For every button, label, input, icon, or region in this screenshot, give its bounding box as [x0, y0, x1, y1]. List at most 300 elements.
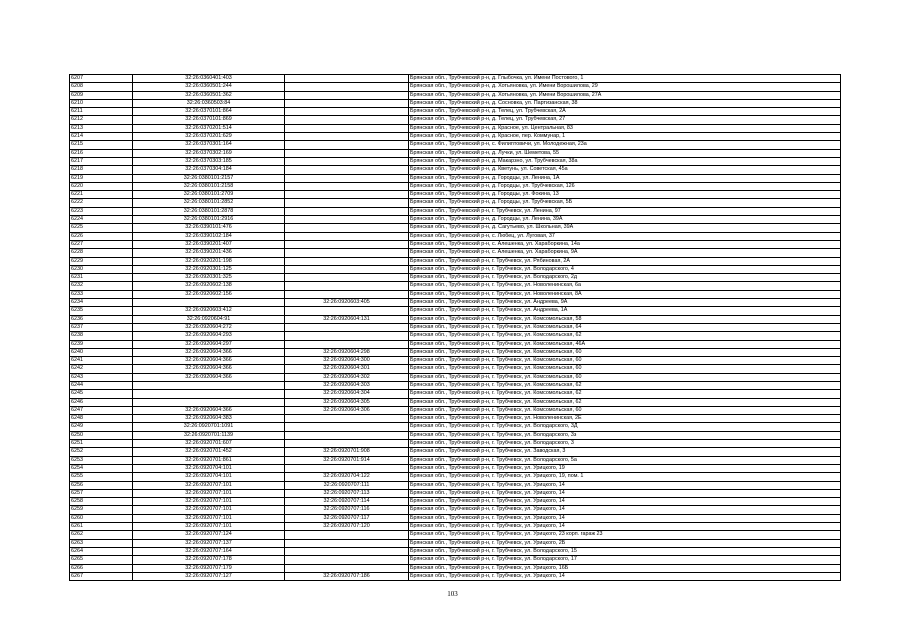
- sub-cadastral-number-cell: [285, 224, 409, 232]
- sub-cadastral-number-cell: [285, 116, 409, 124]
- row-number-cell: 6250: [70, 431, 133, 439]
- sub-cadastral-number-cell: [285, 199, 409, 207]
- register-table: [69, 74, 841, 581]
- row-number-cell: 6253: [70, 456, 133, 464]
- row-number-cell: 6222: [70, 199, 133, 207]
- address-cell: Брянская обл., Трубчевский р-н, г. Трубчевск, ул. Володарского, 3Д: [409, 423, 841, 431]
- cadastral-number-cell: 32:26:0920201:198: [133, 257, 285, 265]
- row-number-cell: 6207: [70, 75, 133, 83]
- row-number-cell: 6212: [70, 116, 133, 124]
- row-number-cell: 6232: [70, 282, 133, 290]
- row-number-cell: 6257: [70, 489, 133, 497]
- cadastral-number-cell: 32:26:0920604:293: [133, 332, 285, 340]
- row-number-cell: 6224: [70, 216, 133, 224]
- cadastral-number-cell: 32:26:0360503:84: [133, 99, 285, 107]
- sub-cadastral-number-cell: [285, 133, 409, 141]
- address-cell: Брянская обл., Трубчевский р-н, г. Трубчевск, ул. Володарского, 4: [409, 265, 841, 273]
- table-row: [70, 531, 841, 539]
- table-row: [70, 381, 841, 389]
- sub-cadastral-number-cell: [285, 556, 409, 564]
- row-number-cell: 6247: [70, 406, 133, 414]
- sub-cadastral-number-cell: 32:26:0920604:303: [285, 381, 409, 389]
- row-number-cell: 6228: [70, 249, 133, 257]
- row-number-cell: 6233: [70, 290, 133, 298]
- cadastral-number-cell: [133, 299, 285, 307]
- table-row: [70, 523, 841, 531]
- cadastral-number-cell: 32:26:0920707:179: [133, 564, 285, 572]
- table-row: [70, 415, 841, 423]
- address-cell: Брянская обл., Трубчевский р-н, г. Трубчевск, ул. Володарского, 5а: [409, 456, 841, 464]
- address-cell: Брянская обл., Трубчевский р-н, г. Трубчевск, ул. Комсомольская, 60: [409, 365, 841, 373]
- address-cell: Брянская обл., Трубчевский р-н, г. Трубчевск, ул. Урицкого, 14: [409, 481, 841, 489]
- row-number-cell: 6216: [70, 149, 133, 157]
- cadastral-number-cell: 32:26:0390201:436: [133, 249, 285, 257]
- cadastral-number-cell: 32:26:0920604:366: [133, 373, 285, 381]
- sub-cadastral-number-cell: 32:26:0920707:120: [285, 523, 409, 531]
- table-row: [70, 340, 841, 348]
- table-row: [70, 498, 841, 506]
- sub-cadastral-number-cell: 32:26:0920707:113: [285, 489, 409, 497]
- address-cell: Брянская обл., Трубчевский р-н, г. Трубчевск, ул. Володарского, 17: [409, 556, 841, 564]
- address-cell: Брянская обл., Трубчевский р-н, с. Алешенка, ул. Харабоpкина, 14а: [409, 240, 841, 248]
- table-row: [70, 440, 841, 448]
- row-number-cell: 6255: [70, 473, 133, 481]
- address-cell: Брянская обл., Трубчевский р-н, г. Трубчевск, ул. Ленина, 97: [409, 207, 841, 215]
- table-row: [70, 390, 841, 398]
- table-row: [70, 572, 841, 580]
- cadastral-number-cell: 32:26:0370301:164: [133, 141, 285, 149]
- cadastral-number-cell: 32:26:0370101:864: [133, 108, 285, 116]
- address-cell: Брянская обл., Трубчевский р-н, д. Кветунь, ул. Советская, 45а: [409, 166, 841, 174]
- row-number-cell: 6215: [70, 141, 133, 149]
- address-cell: Брянская обл., Трубчевский р-н, г. Трубчевск, ул. Урицкого, 14: [409, 498, 841, 506]
- table-row: [70, 282, 841, 290]
- sub-cadastral-number-cell: [285, 99, 409, 107]
- address-cell: Брянская обл., Трубчевский р-н, г. Трубчевск, ул. Рябиновая, 2А: [409, 257, 841, 265]
- sub-cadastral-number-cell: 32:26:0920604:302: [285, 373, 409, 381]
- cadastral-number-cell: 32:26:0920701:861: [133, 456, 285, 464]
- row-number-cell: 6226: [70, 232, 133, 240]
- cadastral-number-cell: 32:26:0370303:185: [133, 157, 285, 165]
- sub-cadastral-number-cell: [285, 423, 409, 431]
- address-cell: Брянская обл., Трубчевский р-н, с. Алешенка, ул. Харабоpкина, 9А: [409, 249, 841, 257]
- sub-cadastral-number-cell: [285, 216, 409, 224]
- address-cell: Брянская обл., Трубчевский р-н, г. Трубчевск, ул. Заводская, 3: [409, 448, 841, 456]
- table-row: [70, 274, 841, 282]
- table-row: [70, 464, 841, 472]
- cadastral-number-cell: 32:26:0390102:184: [133, 232, 285, 240]
- row-number-cell: 6252: [70, 448, 133, 456]
- sub-cadastral-number-cell: [285, 141, 409, 149]
- address-cell: Брянская обл., Трубчевский р-н, г. Трубчевск, ул. Урицкого, 14: [409, 506, 841, 514]
- row-number-cell: 6230: [70, 265, 133, 273]
- cadastral-number-cell: 32:26:0920704:101: [133, 473, 285, 481]
- row-number-cell: 6248: [70, 415, 133, 423]
- address-cell: Брянская обл., Трубчевский р-н, г. Трубчевск, ул. Володарского, 2д: [409, 274, 841, 282]
- sub-cadastral-number-cell: [285, 464, 409, 472]
- address-cell: Брянская обл., Трубчевский р-н, д. Городцы, ул. Трубчевская, 126: [409, 182, 841, 190]
- cadastral-number-cell: 32:26:0380101:2916: [133, 216, 285, 224]
- table-row: [70, 174, 841, 182]
- row-number-cell: 6241: [70, 357, 133, 365]
- table-row: [70, 75, 841, 83]
- sub-cadastral-number-cell: 32:26:0920604:131: [285, 315, 409, 323]
- row-number-cell: 6219: [70, 174, 133, 182]
- table-row: [70, 191, 841, 199]
- cadastral-number-cell: 32:26:0920707:101: [133, 498, 285, 506]
- address-cell: Брянская обл., Трубчевский р-н, г. Трубчевск, ул. Комсомольская, 60: [409, 373, 841, 381]
- address-cell: Брянская обл., Трубчевский р-н, г. Трубчевск, ул. Володарского, 3з: [409, 431, 841, 439]
- row-number-cell: 6229: [70, 257, 133, 265]
- table-row: [70, 373, 841, 381]
- address-cell: Брянская обл., Трубчевский р-н, г. Трубчевск, ул. Комсомольская, 58: [409, 315, 841, 323]
- cadastral-number-cell: 32:26:0370101:869: [133, 116, 285, 124]
- address-cell: Брянская обл., Трубчевский р-н, г. Трубчевск, ул. Комсомольская, 62: [409, 398, 841, 406]
- address-cell: Брянская обл., Трубчевский р-н, г. Трубчевск, ул. Урицкого, 14: [409, 523, 841, 531]
- row-number-cell: 6218: [70, 166, 133, 174]
- row-number-cell: 6254: [70, 464, 133, 472]
- row-number-cell: 6240: [70, 348, 133, 356]
- address-cell: Брянская обл., Трубчевский р-н, г. Трубчевск, ул. Комсомольская, 62: [409, 332, 841, 340]
- cadastral-number-cell: 32:26:0920701:452: [133, 448, 285, 456]
- table-row: [70, 157, 841, 165]
- table-row: [70, 406, 841, 414]
- sub-cadastral-number-cell: [285, 564, 409, 572]
- address-cell: Брянская обл., Трубчевский р-н, г. Трубчевск, ул. Урицкого, 14: [409, 514, 841, 522]
- row-number-cell: 6220: [70, 182, 133, 190]
- sub-cadastral-number-cell: [285, 440, 409, 448]
- table-row: [70, 232, 841, 240]
- cadastral-number-cell: 32:26:0370302:169: [133, 149, 285, 157]
- sub-cadastral-number-cell: [285, 431, 409, 439]
- table-row: [70, 473, 841, 481]
- cadastral-number-cell: 32:26:0920707:101: [133, 523, 285, 531]
- table-row: [70, 83, 841, 91]
- row-number-cell: 6237: [70, 323, 133, 331]
- cadastral-number-cell: 32:26:0370201:629: [133, 133, 285, 141]
- address-cell: Брянская обл., Трубчевский р-н, г. Трубчевск, ул. Володарского, 3: [409, 440, 841, 448]
- address-cell: Брянская обл., Трубчевский р-н, г. Трубчевск, ул. Комсомольская, 60: [409, 357, 841, 365]
- cadastral-number-cell: 32:26:0920604:383: [133, 415, 285, 423]
- cadastral-number-cell: 32:26:0920604:297: [133, 340, 285, 348]
- row-number-cell: 6245: [70, 390, 133, 398]
- sub-cadastral-number-cell: [285, 307, 409, 315]
- row-number-cell: 6261: [70, 523, 133, 531]
- table-row: [70, 357, 841, 365]
- sub-cadastral-number-cell: 32:26:0920707:117: [285, 514, 409, 522]
- address-cell: Брянская обл., Трубчевский р-н, г. Трубчевск, ул. Новоленинская, 2Е: [409, 415, 841, 423]
- sub-cadastral-number-cell: [285, 323, 409, 331]
- table-row: [70, 240, 841, 248]
- address-cell: Брянская обл., Трубчевский р-н, д. Хотьяновка, ул. Имени Ворошилова, 27А: [409, 91, 841, 99]
- row-number-cell: 6258: [70, 498, 133, 506]
- register-table-body: [70, 75, 841, 581]
- table-row: [70, 257, 841, 265]
- cadastral-number-cell: 32:26:0390201:407: [133, 240, 285, 248]
- table-row: [70, 431, 841, 439]
- address-cell: Брянская обл., Трубчевский р-н, г. Трубчевск, ул. Комсомольская, 64: [409, 323, 841, 331]
- sub-cadastral-number-cell: 32:26:0920603:405: [285, 299, 409, 307]
- sub-cadastral-number-cell: 32:26:0920707:116: [285, 506, 409, 514]
- table-row: [70, 166, 841, 174]
- row-number-cell: 6238: [70, 332, 133, 340]
- cadastral-number-cell: 32:26:0380101:2709: [133, 191, 285, 199]
- row-number-cell: 6227: [70, 240, 133, 248]
- sub-cadastral-number-cell: [285, 531, 409, 539]
- cadastral-number-cell: 32:26:0920701:607: [133, 440, 285, 448]
- row-number-cell: 6214: [70, 133, 133, 141]
- row-number-cell: 6209: [70, 91, 133, 99]
- address-cell: Брянская обл., Трубчевский р-н, д. Городцы, ул. Ленина, 39А: [409, 216, 841, 224]
- row-number-cell: 6242: [70, 365, 133, 373]
- address-cell: Брянская обл., Трубчевский р-н, д. Хотьяновка, ул. Имени Ворошилова, 29: [409, 83, 841, 91]
- sub-cadastral-number-cell: [285, 91, 409, 99]
- cadastral-number-cell: 32:26:0920603:412: [133, 307, 285, 315]
- table-row: [70, 224, 841, 232]
- cadastral-number-cell: 32:26:0920604:366: [133, 348, 285, 356]
- address-cell: Брянская обл., Трубчевский р-н, с. Филиптовичи, ул. Молодежная, 23а: [409, 141, 841, 149]
- address-cell: Брянская обл., Трубчевский р-н, д. Городцы, ул. Фокина, 13: [409, 191, 841, 199]
- table-row: [70, 514, 841, 522]
- table-row: [70, 249, 841, 257]
- row-number-cell: 6251: [70, 440, 133, 448]
- table-row: [70, 365, 841, 373]
- sub-cadastral-number-cell: [285, 332, 409, 340]
- cadastral-number-cell: 32:26:0360401:403: [133, 75, 285, 83]
- cadastral-number-cell: [133, 381, 285, 389]
- cadastral-number-cell: 32:26:0390101:476: [133, 224, 285, 232]
- address-cell: Брянская обл., Трубчевский р-н, г. Трубчевск, ул. Урицкого, 19: [409, 464, 841, 472]
- row-number-cell: 6267: [70, 572, 133, 580]
- table-row: [70, 506, 841, 514]
- table-row: [70, 207, 841, 215]
- table-row: [70, 124, 841, 132]
- cadastral-number-cell: 32:26:0920604:91: [133, 315, 285, 323]
- address-cell: Брянская обл., Трубчевский р-н, г. Трубчевск, ул. Андреева, 9А: [409, 299, 841, 307]
- sub-cadastral-number-cell: [285, 83, 409, 91]
- cadastral-number-cell: 32:26:0920707:164: [133, 547, 285, 555]
- table-row: [70, 182, 841, 190]
- cadastral-number-cell: 32:26:0920301:325: [133, 274, 285, 282]
- address-cell: Брянская обл., Трубчевский р-н, д. Сосновка, ул. Партизанская, 38: [409, 99, 841, 107]
- address-cell: Брянская обл., Трубчевский р-н, д. Телец, ул. Трубчевская, 2А: [409, 108, 841, 116]
- cadastral-number-cell: 32:26:0360501:362: [133, 91, 285, 99]
- table-row: [70, 564, 841, 572]
- table-row: [70, 133, 841, 141]
- table-row: [70, 539, 841, 547]
- table-row: [70, 547, 841, 555]
- cadastral-number-cell: 32:26:0920707:101: [133, 489, 285, 497]
- address-cell: Брянская обл., Трубчевский р-н, г. Трубчевск, ул. Комсомольская, 46А: [409, 340, 841, 348]
- address-cell: Брянская обл., Трубчевский р-н, г. Трубчевск, ул. Урицкого, 19, пом. 1: [409, 473, 841, 481]
- row-number-cell: 6239: [70, 340, 133, 348]
- table-row: [70, 99, 841, 107]
- row-number-cell: 6262: [70, 531, 133, 539]
- table-row: [70, 265, 841, 273]
- sub-cadastral-number-cell: [285, 539, 409, 547]
- row-number-cell: 6217: [70, 157, 133, 165]
- row-number-cell: 6225: [70, 224, 133, 232]
- address-cell: Брянская обл., Трубчевский р-н, г. Трубчевск, ул. Урицкого, 16Б: [409, 564, 841, 572]
- row-number-cell: 6223: [70, 207, 133, 215]
- table-row: [70, 332, 841, 340]
- cadastral-number-cell: 32:26:0920707:137: [133, 539, 285, 547]
- sub-cadastral-number-cell: 32:26:0920707:114: [285, 498, 409, 506]
- table-row: [70, 323, 841, 331]
- cadastral-number-cell: 32:26:0380101:2878: [133, 207, 285, 215]
- sub-cadastral-number-cell: 32:26:0920604:304: [285, 390, 409, 398]
- row-number-cell: 6263: [70, 539, 133, 547]
- address-cell: Брянская обл., Трубчевский р-н, г. Трубчевск, ул. Комсомольская, 62: [409, 381, 841, 389]
- table-row: [70, 149, 841, 157]
- table-row: [70, 448, 841, 456]
- cadastral-number-cell: 32:26:0920602:156: [133, 290, 285, 298]
- table-row: [70, 556, 841, 564]
- table-row: [70, 91, 841, 99]
- cadastral-number-cell: 32:26:0920707:101: [133, 506, 285, 514]
- page-number: 103: [447, 590, 458, 598]
- address-cell: Брянская обл., Трубчевский р-н, г. Трубчевск, ул. Андреева, 1А: [409, 307, 841, 315]
- cadastral-number-cell: 32:26:0920707:124: [133, 531, 285, 539]
- row-number-cell: 6260: [70, 514, 133, 522]
- address-cell: Брянская обл., Трубчевский р-н, д. Сагутьево, ул. Школьная, 39А: [409, 224, 841, 232]
- sub-cadastral-number-cell: [285, 157, 409, 165]
- table-row: [70, 398, 841, 406]
- cadastral-number-cell: 32:26:0380101:2852: [133, 199, 285, 207]
- table-row: [70, 299, 841, 307]
- table-row: [70, 423, 841, 431]
- row-number-cell: 6211: [70, 108, 133, 116]
- row-number-cell: 6256: [70, 481, 133, 489]
- address-cell: Брянская обл., Трубчевский р-н, д. Телец, ул. Трубчевская, 27: [409, 116, 841, 124]
- address-cell: Брянская обл., Трубчевский р-н, г. Трубчевск, ул. Комсомольская, 60: [409, 348, 841, 356]
- sub-cadastral-number-cell: [285, 207, 409, 215]
- table-row: [70, 199, 841, 207]
- sub-cadastral-number-cell: [285, 547, 409, 555]
- address-cell: Брянская обл., Трубчевский р-н, д. Городцы, ул. Ленина, 1А: [409, 174, 841, 182]
- cadastral-number-cell: 32:26:0920704:101: [133, 464, 285, 472]
- cadastral-number-cell: 32:26:0920604:366: [133, 365, 285, 373]
- address-cell: Брянская обл., Трубчевский р-н, г. Трубчевск, ул. Урицкого, 2Б: [409, 539, 841, 547]
- row-number-cell: 6244: [70, 381, 133, 389]
- sub-cadastral-number-cell: 32:26:0920604:300: [285, 357, 409, 365]
- cadastral-number-cell: 32:26:0920707:101: [133, 514, 285, 522]
- sub-cadastral-number-cell: [285, 75, 409, 83]
- sub-cadastral-number-cell: [285, 174, 409, 182]
- cadastral-number-cell: 32:26:0920301:125: [133, 265, 285, 273]
- cadastral-number-cell: 32:26:0920707:127: [133, 572, 285, 580]
- sub-cadastral-number-cell: 32:26:0920701:908: [285, 448, 409, 456]
- cadastral-number-cell: 32:26:0920602:138: [133, 282, 285, 290]
- row-number-cell: 6243: [70, 373, 133, 381]
- cadastral-number-cell: 32:26:0920604:366: [133, 357, 285, 365]
- table-row: [70, 489, 841, 497]
- address-cell: Брянская обл., Трубчевский р-н, г. Трубчевск, ул. Урицкого, 23 корп. гараж 23: [409, 531, 841, 539]
- sub-cadastral-number-cell: [285, 182, 409, 190]
- cadastral-number-cell: 32:26:0920707:178: [133, 556, 285, 564]
- address-cell: Брянская обл., Трубчевский р-н, г. Трубчевск, ул. Володарского, 15: [409, 547, 841, 555]
- sub-cadastral-number-cell: 32:26:0920707:186: [285, 572, 409, 580]
- address-cell: Брянская обл., Трубчевский р-н, д. Макарзно, ул. Трубчевская, 38а: [409, 157, 841, 165]
- table-row: [70, 290, 841, 298]
- table-row: [70, 348, 841, 356]
- sub-cadastral-number-cell: [285, 257, 409, 265]
- table-row: [70, 116, 841, 124]
- sub-cadastral-number-cell: 32:26:0920604:306: [285, 406, 409, 414]
- sub-cadastral-number-cell: [285, 124, 409, 132]
- row-number-cell: 6210: [70, 99, 133, 107]
- sub-cadastral-number-cell: [285, 274, 409, 282]
- cadastral-number-cell: 32:26:0920701:1091: [133, 423, 285, 431]
- sub-cadastral-number-cell: [285, 191, 409, 199]
- cadastral-number-cell: 32:26:0920604:366: [133, 406, 285, 414]
- cadastral-number-cell: [133, 390, 285, 398]
- cadastral-number-cell: 32:26:0360501:244: [133, 83, 285, 91]
- address-cell: Брянская обл., Трубчевский р-н, д. Красное, ул. Центральная, 83: [409, 124, 841, 132]
- sub-cadastral-number-cell: [285, 108, 409, 116]
- address-cell: Брянская обл., Трубчевский р-н, г. Трубчевск, ул. Новоленинская, 8А: [409, 290, 841, 298]
- cadastral-number-cell: 32:26:0920701:1139: [133, 431, 285, 439]
- sub-cadastral-number-cell: 32:26:0920604:298: [285, 348, 409, 356]
- sub-cadastral-number-cell: 32:26:0920604:301: [285, 365, 409, 373]
- address-cell: Брянская обл., Трубчевский р-н, д. Лучки, ул. Шеметова, 55: [409, 149, 841, 157]
- cadastral-number-cell: 32:26:0920604:272: [133, 323, 285, 331]
- sub-cadastral-number-cell: [285, 282, 409, 290]
- address-cell: Брянская обл., Трубчевский р-н, г. Трубчевск, ул. Новоленинская, 6а: [409, 282, 841, 290]
- sub-cadastral-number-cell: [285, 290, 409, 298]
- table-row: [70, 481, 841, 489]
- row-number-cell: 6266: [70, 564, 133, 572]
- address-cell: Брянская обл., Трубчевский р-н, д. Красное, пер. Коммунар, 1: [409, 133, 841, 141]
- address-cell: Брянская обл., Трубчевский р-н, д. Городцы, ул. Трубчевская, 5Б: [409, 199, 841, 207]
- address-cell: Брянская обл., Трубчевский р-н, с. Любец, ул. Луговая, 37: [409, 232, 841, 240]
- row-number-cell: 6235: [70, 307, 133, 315]
- sub-cadastral-number-cell: [285, 265, 409, 273]
- sub-cadastral-number-cell: [285, 232, 409, 240]
- row-number-cell: 6249: [70, 423, 133, 431]
- address-cell: Брянская обл., Трубчевский р-н, г. Трубчевск, ул. Комсомольская, 62: [409, 390, 841, 398]
- table-row: [70, 315, 841, 323]
- address-cell: Брянская обл., Трубчевский р-н, г. Трубчевск, ул. Комсомольская, 60: [409, 406, 841, 414]
- sub-cadastral-number-cell: 32:26:0920707:111: [285, 481, 409, 489]
- sub-cadastral-number-cell: [285, 249, 409, 257]
- sub-cadastral-number-cell: 32:26:0920704:122: [285, 473, 409, 481]
- table-row: [70, 216, 841, 224]
- cadastral-number-cell: 32:26:0920707:101: [133, 481, 285, 489]
- row-number-cell: 6236: [70, 315, 133, 323]
- row-number-cell: 6264: [70, 547, 133, 555]
- cadastral-number-cell: [133, 398, 285, 406]
- row-number-cell: 6234: [70, 299, 133, 307]
- cadastral-number-cell: 32:26:0380101:2158: [133, 182, 285, 190]
- row-number-cell: 6208: [70, 83, 133, 91]
- row-number-cell: 6221: [70, 191, 133, 199]
- sub-cadastral-number-cell: 32:26:0920701:914: [285, 456, 409, 464]
- row-number-cell: 6231: [70, 274, 133, 282]
- address-cell: Брянская обл., Трубчевский р-н, д. Глыбочка, ул. Имени Постового, 1: [409, 75, 841, 83]
- table-row: [70, 307, 841, 315]
- cadastral-number-cell: 32:26:0370201:514: [133, 124, 285, 132]
- sub-cadastral-number-cell: [285, 240, 409, 248]
- address-cell: Брянская обл., Трубчевский р-н, г. Трубчевск, ул. Урицкого, 14: [409, 489, 841, 497]
- table-row: [70, 108, 841, 116]
- row-number-cell: 6265: [70, 556, 133, 564]
- table-row: [70, 456, 841, 464]
- row-number-cell: 6246: [70, 398, 133, 406]
- sub-cadastral-number-cell: [285, 149, 409, 157]
- sub-cadastral-number-cell: [285, 166, 409, 174]
- address-cell: Брянская обл., Трубчевский р-н, г. Трубчевск, ул. Урицкого, 14: [409, 572, 841, 580]
